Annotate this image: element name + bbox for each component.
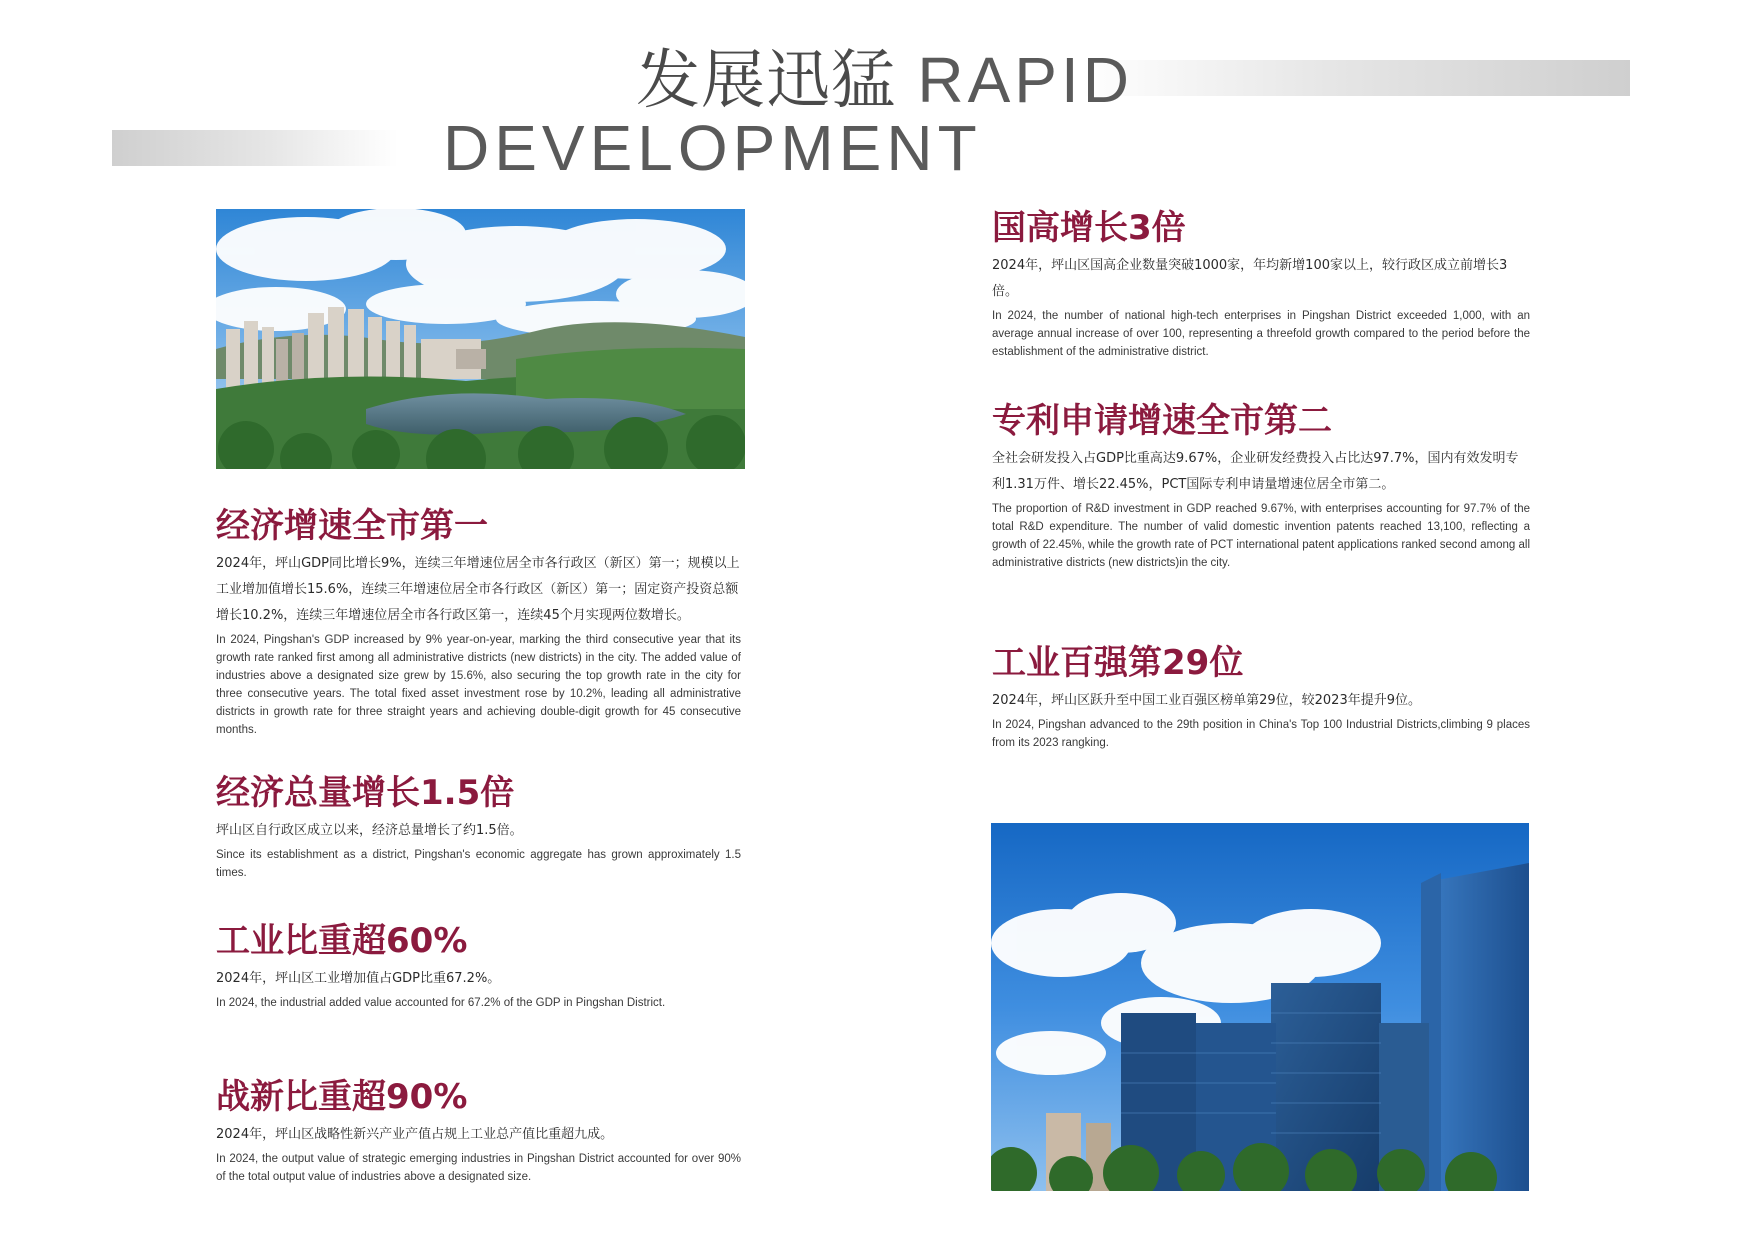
- section-title: 经济总量增长1.5倍: [216, 773, 515, 813]
- section-body-zh: 坪山区自行政区成立以来，经济总量增长了约1.5倍。: [216, 823, 523, 838]
- page-title-line-2: DEVELOPMENT: [443, 112, 982, 184]
- section-body-zh: 全社会研发投入占GDP比重高达9.67%，企业研发经费投入占比达97.7%，国内有效发明专利1.31万件、增长22.45%，PCT国际专利申请量增速位居全市第二。: [992, 451, 1519, 492]
- section-title: 工业百强第29位: [992, 643, 1244, 683]
- section-body-en: In 2024, the output value of strategic emerging industries in Pingshan District accounted for over 90% of the total output value of industries above a designated size.: [216, 1153, 741, 1183]
- section-industrial-top100: [992, 642, 1530, 752]
- header-gradient-bar-right: [1082, 60, 1630, 96]
- section-emerging-share: [216, 1076, 741, 1186]
- section-body-en: In 2024, the industrial added value accounted for 67.2% of the GDP in Pingshan District.: [216, 997, 666, 1009]
- page-title-zh: 发展迅猛: [636, 44, 896, 118]
- section-body-zh: 2024年，坪山区国高企业数量突破1000家，年均新增100家以上，较行政区成立前增长3倍。: [992, 258, 1508, 299]
- section-body-en: Since its establishment as a district, Pingshan's economic aggregate has grown approximately 1.5 times.: [216, 849, 741, 879]
- section-economy-total: [216, 772, 741, 882]
- section-title: 经济增速全市第一: [216, 506, 488, 546]
- section-body-en: In 2024, Pingshan's GDP increased by 9% year-on-year, marking the third consecutive year that its growth rate ranked first among all administrative districts (new districts) in the city. The added value of industries above a designated size grew by 15.6%, also securing the top growth rate in the city for three consecutive years. The total fixed asset investment rose by 10.2%, leading all administrative districts in growth rate for three straight years and achieving double-digit growth for 45 consecutive months.: [216, 634, 741, 736]
- section-title: 战新比重超90%: [216, 1077, 468, 1117]
- office-towers-photo: [991, 823, 1529, 1191]
- section-title: 专利申请增速全市第二: [992, 401, 1332, 441]
- section-body-zh: 2024年，坪山GDP同比增长9%，连续三年增速位居全市各行政区（新区）第一；规模以上工业增加值增长15.6%，连续三年增速位居全市各行政区（新区）第一；固定资产投资总额增长10.2%，连续三年增速位居全市各行政区第一，连续45个月实现两位数增长。: [216, 556, 740, 623]
- section-patent: [992, 400, 1530, 572]
- section-title: 国高增长3倍: [992, 208, 1186, 248]
- header-gradient-bar-left: [112, 130, 398, 166]
- section-title: 工业比重超60%: [216, 921, 468, 961]
- section-body-zh: 2024年，坪山区战略性新兴产业产值占规上工业总产值比重超九成。: [216, 1127, 614, 1142]
- section-body-en: In 2024, Pingshan advanced to the 29th position in China's Top 100 Industrial Districts,climbing 9 places from its 2023 rangking.: [992, 719, 1530, 749]
- city-lake-photo: [216, 209, 745, 469]
- page-title-en-1: RAPID: [917, 44, 1133, 116]
- section-body-zh: 2024年，坪山区跃升至中国工业百强区榜单第29位，较2023年提升9位。: [992, 693, 1421, 708]
- section-economy-growth: [216, 505, 741, 739]
- section-hightech: [992, 207, 1530, 361]
- section-body-en: The proportion of R&D investment in GDP reached 9.67%, with enterprises accounting for 97.7% of the total R&D expenditure. The number of valid domestic invention patents reached 13,100, reflecting a growth of 22.45%, while the growth rate of PCT international patent applications ranked second among all administrative districts (new districts)in the city.: [992, 503, 1530, 569]
- section-body-zh: 2024年，坪山区工业增加值占GDP比重67.2%。: [216, 971, 501, 986]
- section-industry-share: [216, 920, 741, 1012]
- section-body-en: In 2024, the number of national high-tech enterprises in Pingshan District exceeded 1,000, with an average annual increase of over 100, representing a threefold growth compared to the period before the establishment of the administrative district.: [992, 310, 1530, 358]
